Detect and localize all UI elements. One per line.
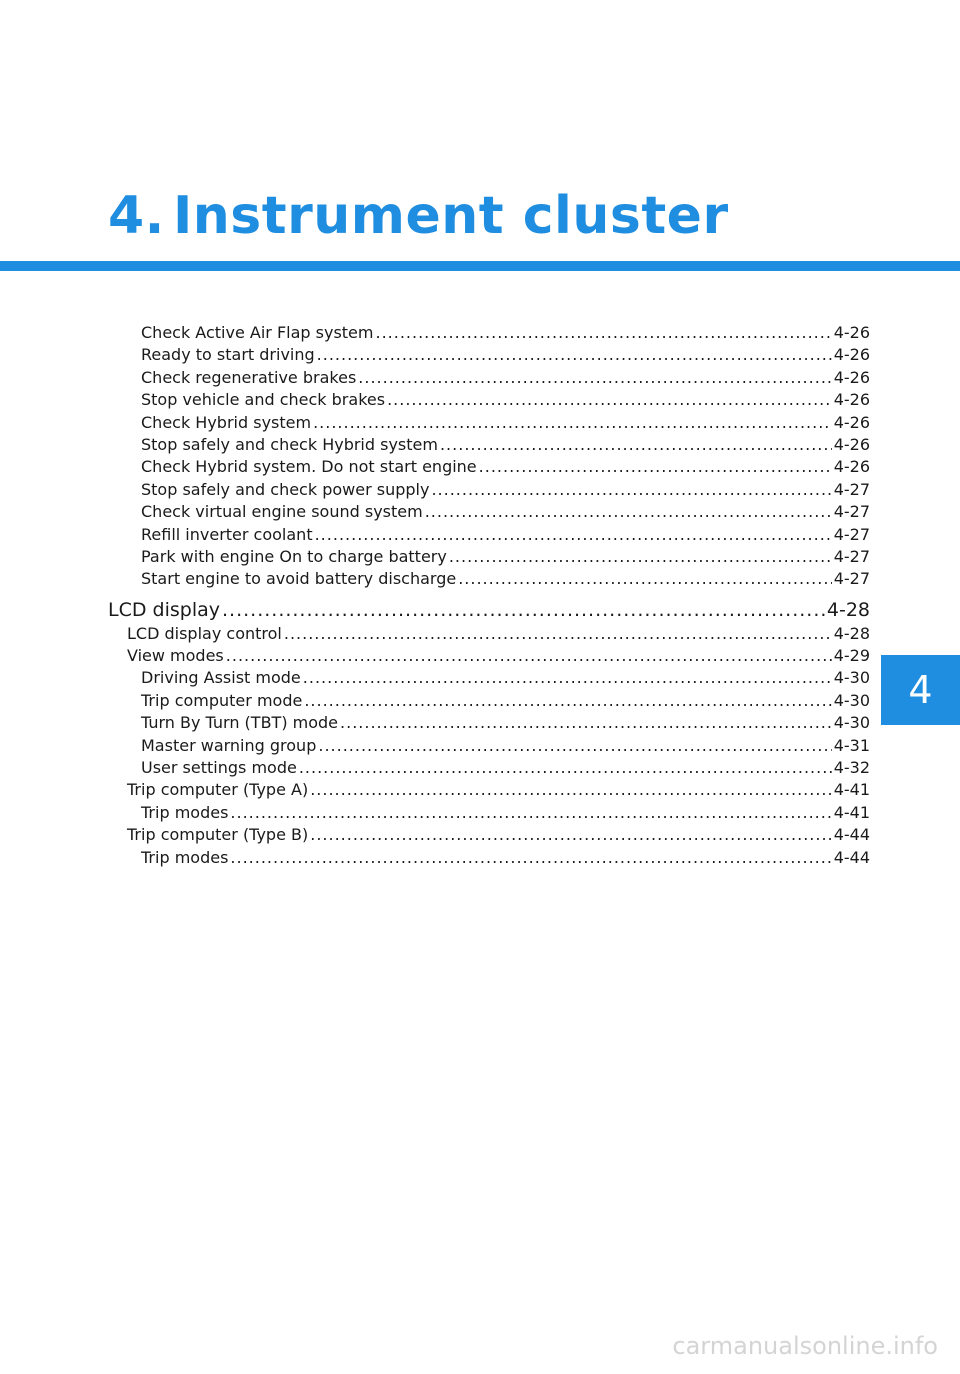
chapter-title-text: Instrument cluster xyxy=(172,186,729,246)
toc-entry-page: 4-26 xyxy=(833,390,870,410)
toc-leader-dots xyxy=(458,568,832,590)
toc-entry-page: 4-28 xyxy=(833,623,870,643)
toc-entry[interactable] xyxy=(108,779,870,801)
toc-entry-label: Check Active Air Flap system xyxy=(141,323,374,342)
toc-entry-label: LCD display xyxy=(108,598,220,621)
toc-entry-label: Check regenerative brakes xyxy=(141,367,357,387)
toc-entry[interactable] xyxy=(108,847,870,869)
toc-entry[interactable] xyxy=(108,434,870,456)
toc-entry-page: 4-44 xyxy=(833,847,870,867)
toc-entry-label: LCD display control xyxy=(127,623,282,643)
toc-entry-label: Driving Assist mode xyxy=(141,668,301,688)
toc-entry[interactable] xyxy=(108,667,870,689)
toc-entry-page: 4-27 xyxy=(833,569,870,589)
toc-leader-dots xyxy=(440,434,832,456)
toc-entry-page: 4-31 xyxy=(833,735,870,755)
toc-leader-dots xyxy=(230,847,831,869)
toc-entry[interactable] xyxy=(108,344,870,366)
toc-leader-dots xyxy=(303,667,832,689)
chapter-number: 4. xyxy=(108,186,165,246)
toc-entry-label: Trip computer (Type A) xyxy=(127,780,309,800)
toc-entry-page: 4-27 xyxy=(833,524,870,544)
toc-entry-label: Refill inverter coolant xyxy=(141,524,313,544)
toc-entry-label: Stop safely and check power supply xyxy=(141,479,430,499)
toc-entry-page: 4-41 xyxy=(833,802,870,822)
toc-entry-label: Check virtual engine sound system xyxy=(141,502,423,522)
toc-entry[interactable] xyxy=(108,389,870,411)
toc-entry[interactable] xyxy=(108,456,870,478)
toc-entry-label: Ready to start driving xyxy=(141,345,315,365)
toc-leader-dots xyxy=(431,479,831,501)
toc-entry-page: 4-27 xyxy=(833,502,870,522)
toc-entry-label: Master warning group xyxy=(141,735,317,755)
toc-entry-page: 4-44 xyxy=(833,825,870,845)
toc-entry-page: 4-30 xyxy=(833,668,870,688)
toc-entry[interactable] xyxy=(108,546,870,568)
toc-entry[interactable] xyxy=(108,757,870,779)
toc-leader-dots xyxy=(222,597,825,623)
table-of-contents xyxy=(108,322,870,869)
toc-entry-label: Stop safely and check Hybrid system xyxy=(141,434,438,454)
toc-entry[interactable] xyxy=(108,501,870,523)
toc-leader-dots xyxy=(358,367,831,389)
toc-entry[interactable] xyxy=(108,623,870,645)
toc-entry[interactable] xyxy=(108,524,870,546)
toc-entry-label: Check Hybrid system. Do not start engine xyxy=(141,457,477,477)
title-divider-bar xyxy=(0,261,960,271)
toc-entry[interactable] xyxy=(108,367,870,389)
toc-entry[interactable] xyxy=(108,597,870,623)
toc-leader-dots xyxy=(230,802,831,824)
toc-entry-label: Trip computer mode xyxy=(141,690,303,710)
toc-leader-dots xyxy=(340,712,832,734)
watermark: carmanualsonline.info xyxy=(672,1332,938,1360)
toc-entry[interactable] xyxy=(108,824,870,846)
toc-leader-dots xyxy=(313,412,832,434)
toc-entry-page: 4-26 xyxy=(833,434,870,454)
chapter-title xyxy=(108,186,729,246)
toc-entry-page: 4-28 xyxy=(826,598,870,621)
toc-entry[interactable] xyxy=(108,322,870,344)
toc-entry-page: 4-26 xyxy=(833,457,870,477)
toc-entry-label: Trip modes xyxy=(141,802,229,822)
toc-leader-dots xyxy=(425,501,832,523)
toc-leader-dots xyxy=(449,546,832,568)
toc-entry-label: Trip computer (Type B) xyxy=(127,825,309,845)
toc-leader-dots xyxy=(310,779,831,801)
toc-leader-dots xyxy=(304,690,831,712)
toc-entry[interactable] xyxy=(108,479,870,501)
toc-entry-page: 4-41 xyxy=(833,780,870,800)
toc-entry[interactable] xyxy=(108,802,870,824)
toc-entry-page: 4-27 xyxy=(833,479,870,499)
toc-entry[interactable] xyxy=(108,712,870,734)
toc-entry-page: 4-30 xyxy=(833,690,870,710)
toc-entry-label: User settings mode xyxy=(141,758,297,778)
toc-leader-dots xyxy=(310,824,831,846)
toc-leader-dots xyxy=(387,389,832,411)
toc-entry-label: Stop vehicle and check brakes xyxy=(141,390,386,410)
toc-leader-dots xyxy=(375,322,831,344)
toc-leader-dots xyxy=(284,623,832,645)
toc-entry-label: Turn By Turn (TBT) mode xyxy=(141,713,339,733)
toc-entry-page: 4-26 xyxy=(833,323,870,342)
toc-entry[interactable] xyxy=(108,690,870,712)
toc-entry-page: 4-26 xyxy=(833,412,870,432)
toc-leader-dots xyxy=(226,645,832,667)
toc-entry[interactable] xyxy=(108,645,870,667)
toc-leader-dots xyxy=(317,344,832,366)
toc-entry-label: Check Hybrid system xyxy=(141,412,312,432)
toc-leader-dots xyxy=(479,456,832,478)
toc-entry-page: 4-32 xyxy=(833,758,870,778)
toc-leader-dots xyxy=(299,757,832,779)
toc-entry-label: Park with engine On to charge battery xyxy=(141,546,447,566)
chapter-side-tab[interactable] xyxy=(881,655,960,725)
toc-entry-label: View modes xyxy=(127,646,224,666)
toc-entry[interactable] xyxy=(108,568,870,590)
toc-leader-dots xyxy=(315,524,832,546)
toc-entry-label: Trip modes xyxy=(141,847,229,867)
toc-entry-page: 4-26 xyxy=(833,345,870,365)
toc-entry-page: 4-30 xyxy=(833,713,870,733)
chapter-side-tab-label: 4 xyxy=(908,668,933,712)
toc-entry-label: Start engine to avoid battery discharge xyxy=(141,569,457,589)
toc-entry-page: 4-27 xyxy=(833,546,870,566)
toc-entry-page: 4-29 xyxy=(833,646,870,666)
toc-entry-page: 4-26 xyxy=(833,367,870,387)
toc-entry[interactable] xyxy=(108,735,870,757)
toc-entry[interactable] xyxy=(108,412,870,434)
toc-leader-dots xyxy=(318,735,831,757)
